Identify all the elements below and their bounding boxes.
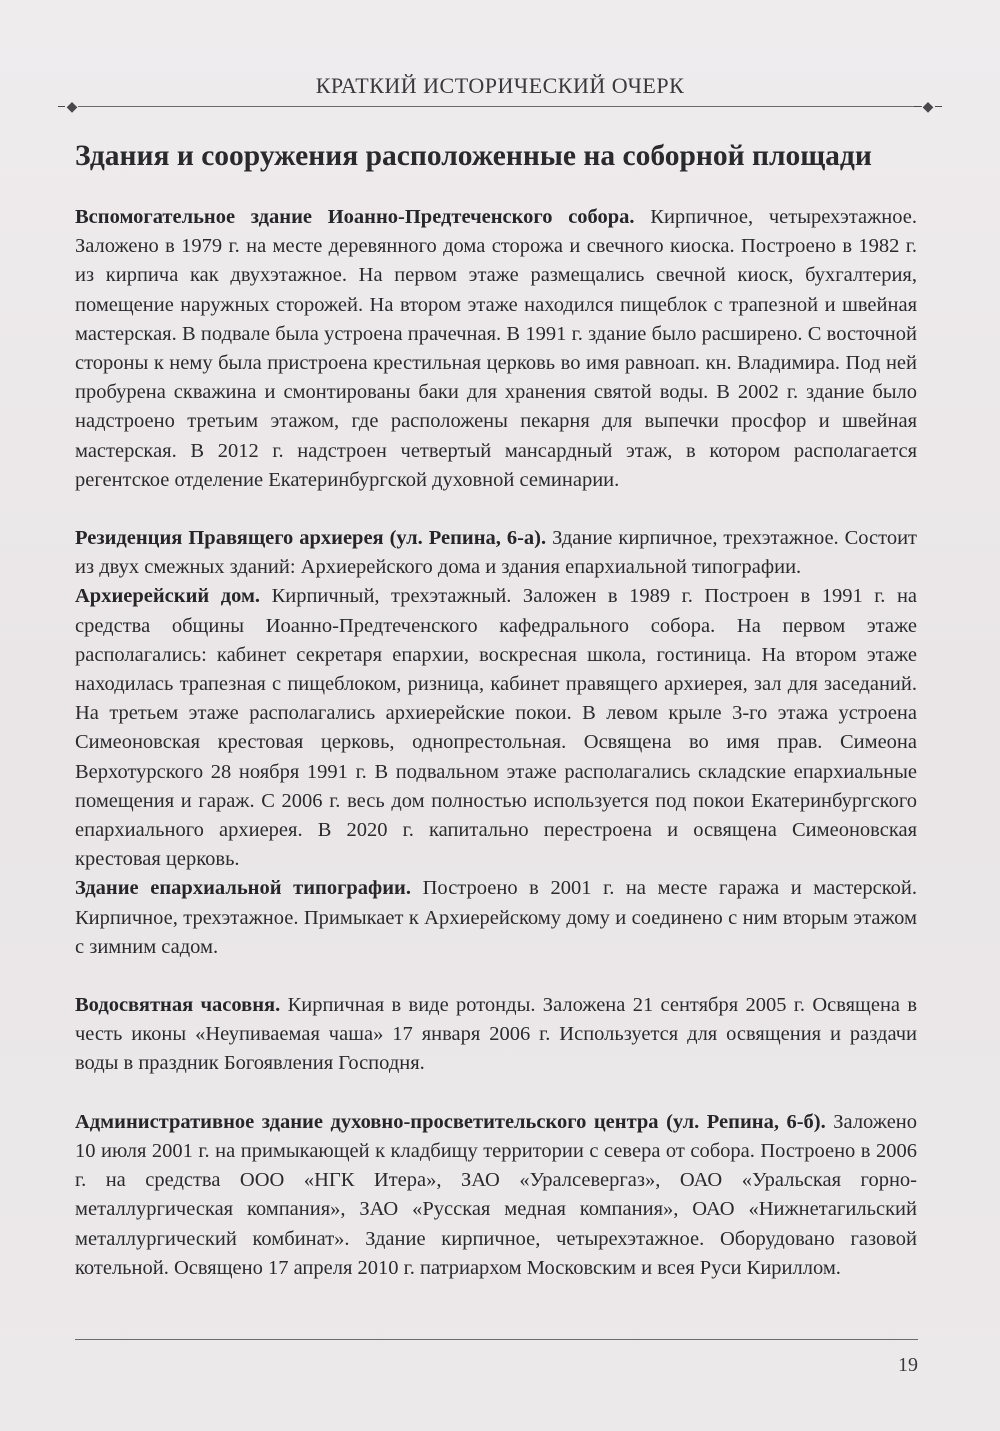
- paragraph-bishop-residence: [75, 524, 917, 582]
- paragraph-heading: Резиденция Правящего архиерея (ул. Репина, 6-а).: [75, 527, 547, 550]
- paragraph-text: Здание кирпичное, трехэтажное. Состоит из двух смежных зданий: Архиерейского дома и здания епархиальной типографии.: [75, 527, 918, 579]
- section-title: Здания и сооружения расположенные на соборной площади: [75, 140, 872, 172]
- header-rule: [78, 106, 922, 107]
- page-number: 19: [898, 1354, 918, 1376]
- ornament-right-icon: ◆: [918, 97, 938, 117]
- footer-rule: [75, 1339, 918, 1340]
- paragraph-text: Построено в 2001 г. на месте гаража и мастерской. Кирпичное, трехэтажное. Примыкает к Архиерейскому дому и соединено с ним вторым этажом с зимним садом.: [75, 877, 917, 958]
- paragraph-heading: Административное здание духовно-просветительского центра (ул. Репина, 6-б).: [75, 1110, 826, 1133]
- paragraph-bishop-house: [75, 582, 917, 874]
- paragraph-admin-building: [75, 1108, 917, 1283]
- body-text: [75, 203, 917, 1283]
- paragraph-heading: Водосвятная часовня.: [75, 994, 281, 1017]
- paragraph-heading: Здание епархиальной типографии.: [75, 877, 411, 900]
- paragraph-heading: Вспомогательное здание Иоанно-Предтеченского собора.: [75, 206, 635, 228]
- paragraph-chapel: [75, 991, 917, 1079]
- paragraph-printing-house: [75, 874, 917, 962]
- paragraph-heading: Архиерейский дом.: [75, 585, 261, 608]
- paragraph-text: Заложено 10 июля 2001 г. на примыкающей к кладбищу территории с севера от собора. Построено в 2006 г. на средства ООО «НГК Итера», ЗАО «Уралсевергаз», ОАО «Уральская горно-металлургическая компания», ЗАО «Русская медная компания», ОАО «Нижнетагильский металлургический комбинат». Здание кирпичное, четырехэтажное. Оборудовано газовой котельной. Освящено 17 апреля 2010 г. патриархом Московским и всея Руси Кириллом.: [75, 1110, 918, 1279]
- paragraph-auxiliary-building: [75, 203, 917, 495]
- paragraph-text: Кирпичный, трехэтажный. Заложен в 1989 г. Построен в 1991 г. на средства общины Иоанно-Предтеченского кафедрального собора. На первом этаже располагались: кабинет секретаря епархии, воскресная школа, гостиница. На втором этаже находилась трапезная с пищеблоком, ризница, кабинет правящего архиерея, зал для заседаний. На третьем этаже располагались архиерейские покои. В левом крыле 3-го этажа устроена Симеоновская крестовая церковь, однопрестольная. Освящена во имя прав. Симеона Верхотурского 28 ноября 1991 г. В подвальном этаже располагались складские епархиальные помещения и гараж. С 2006 г. весь дом полностью используется под покои Екатеринбургского епархиального архиерея. В 2020 г. капитально перестроена и освящена Симеоновская крестовая церковь.: [75, 585, 918, 871]
- paragraph-text: Кирпичное, четырехэтажное. Заложено в 1979 г. на месте деревянного дома сторожа и свечного киоска. Построено в 1982 г. из кирпича как двухэтажное. На первом этаже размещались свечной киоск, бухгалтерия, помещение наружных сторожей. На втором этаже находился пищеблок с трапезной и швейная мастерская. В подвале была устроена прачечная. В 1991 г. здание было расширено. С восточной стороны к нему была пристроена крестильная церковь во имя равноап. кн. Владимира. Под ней пробурена скважина и смонтированы баки для хранения святой воды. В 2002 г. здание было надстроено третьим этажом, где расположены пекарня для выпечки просфор и швейная мастерская. В 2012 г. надстроен четвертый мансардный этаж, в котором располагается регентское отделение Екатеринбургской духовной семинарии.: [75, 206, 917, 491]
- running-header: КРАТКИЙ ИСТОРИЧЕСКИЙ ОЧЕРК: [315, 73, 685, 98]
- ornament-left-icon: ◆: [62, 97, 82, 117]
- paragraph-text: Кирпичная в виде ротонды. Заложена 21 сентября 2005 г. Освящена в честь иконы «Неупиваемая чаша» 17 января 2006 г. Используется для освящения и раздачи воды в праздник Богоявления Господня.: [75, 994, 918, 1075]
